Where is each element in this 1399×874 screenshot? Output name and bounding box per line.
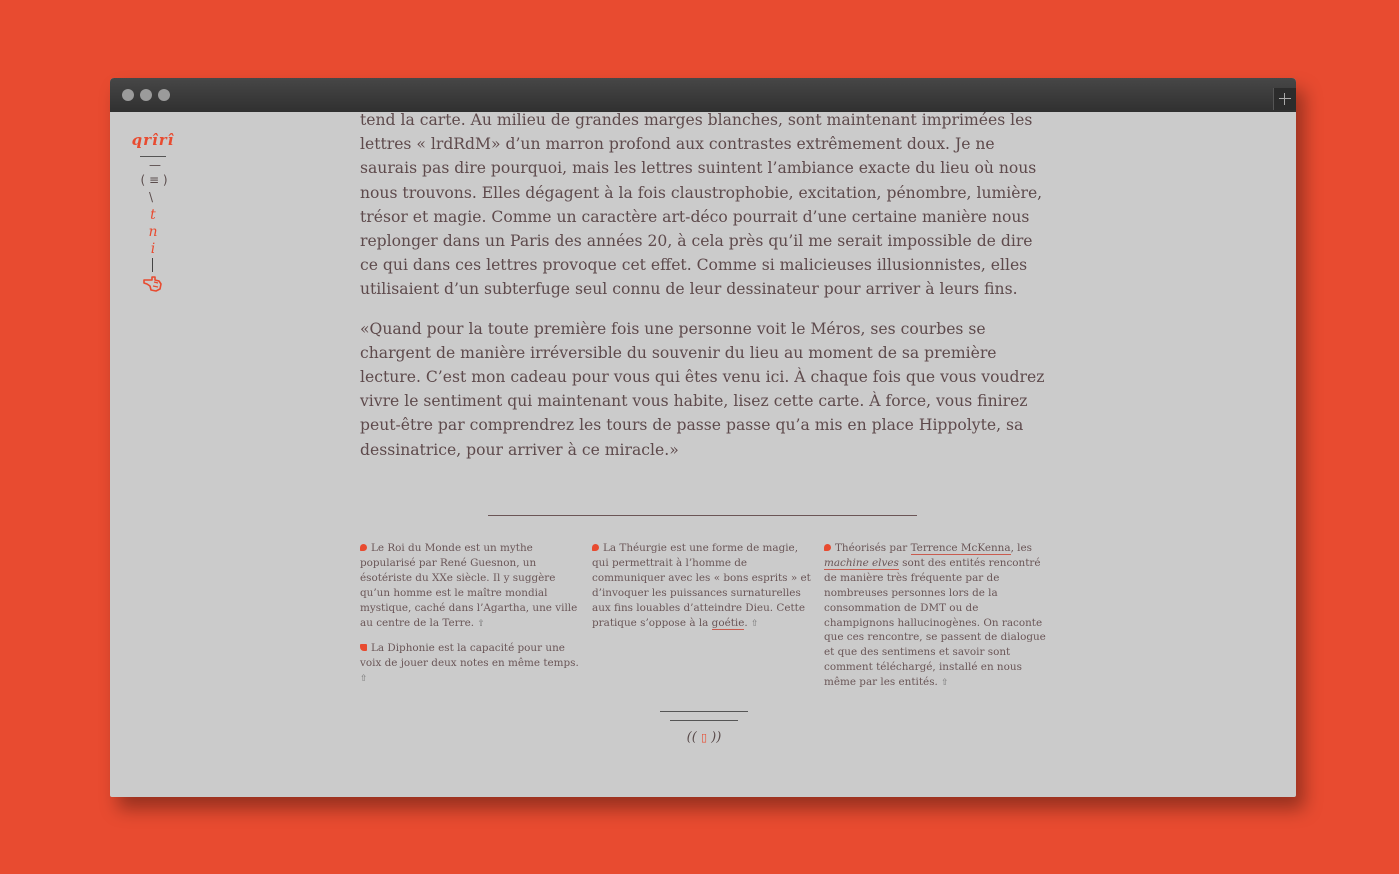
current-page-icon: ▯	[700, 731, 708, 744]
section-divider	[488, 515, 917, 516]
machine-elves-link[interactable]: machine elves	[824, 556, 899, 569]
footer-rule	[660, 711, 748, 712]
pointing-hand-icon[interactable]	[142, 274, 164, 294]
back-to-text-icon[interactable]: ⇧	[751, 618, 759, 629]
footnote-column-1	[360, 541, 582, 697]
article-body	[360, 108, 1050, 462]
back-to-text-icon[interactable]: ⇧	[477, 618, 485, 629]
browser-window	[110, 78, 1296, 797]
nav-item-n[interactable]: n	[148, 224, 158, 240]
zoom-window-button[interactable]	[158, 89, 170, 101]
site-logo[interactable]: qrîrî	[131, 131, 175, 149]
footnote-column-2	[592, 541, 814, 641]
footnote-bullet-icon	[360, 644, 367, 651]
goetie-link[interactable]: goétie	[711, 616, 745, 629]
nav-menu-icon[interactable]: ( ≡ )	[140, 173, 168, 187]
footnote-bullet-icon	[592, 544, 599, 551]
back-to-text-icon[interactable]: ⇧	[360, 674, 368, 685]
nav-position-bar	[152, 258, 153, 272]
minimize-window-button[interactable]	[140, 89, 152, 101]
nav-slash-icon: \	[149, 190, 154, 204]
article-paragraph: tend la carte. Au milieu de grandes marges blanches, sont maintenant imprimées les lettres « lrdRdM» d’un marron profond aux contrastes extrêmement doux. Je ne saurais pas dire pourquoi, mais les lettres suintent l’ambiance exacte du lieu où nous nous trouvons. Elles dégagent à la fois claustrophobie, excitation, pénombre, lumière, trésor et magie. Comme un caractère art-déco pourrait d’une certaine manière nous replonger dans un Paris des années 20, à cela près qu’il me serait impossible de dire ce qui dans ces lettres provoque cet effet. Comme si malicieuses illusionnistes, elles utilisaient d’un subterfuge seul connu de leur dessinateur pour arriver à leurs fins.	[360, 111, 1043, 299]
footnote-roi-du-monde: Le Roi du Monde est un mythe popularisé par René Guesnon, un ésotériste du XXe siècle. Il y suggère qu’un homme est le maître mondial mystique, caché dans l’Agartha, une ville au centre de la Terre. ⇧	[360, 542, 578, 629]
article-paragraph: «Quand pour la toute première fois une personne voit le Méros, ses courbes se chargent de manière irréversible du souvenir du lieu au moment de sa première lecture. C’est mon cadeau pour vous qui êtes venu ici. À chaque fois que vous voudrez vivre le sentiment qui maintenant vous habite, lisez cette carte. À force, vous finirez peut-être par comprendrez les tours de passe passe qu’a mis en place Hippolyte, sa dessinatrice, pour arriver à ce miracle.»	[360, 319, 1045, 459]
footnote-machine-elves: Théorisés par Terrence McKenna, les machine elves sont des entités rencontré de manière très fréquente par de nombreuses personnes lors de la consommation de DMT ou de champignons hallucinogènes. On raconte que ces rencontre, se passent de dialogue et que des sentimens et savoir sont comment téléchargé, installé en nous même par les entités. ⇧	[824, 542, 1046, 689]
next-page-button[interactable]: ))	[711, 730, 722, 745]
new-tab-button[interactable]	[1273, 88, 1296, 110]
page-navigation	[678, 730, 730, 745]
close-window-button[interactable]	[122, 89, 134, 101]
footnote-theurgie: La Théurgie est une forme de magie, qui permettrait à l’homme de communiquer avec les « bons esprits » et d’invoquer les puissances surnaturelles aux fins louables d’atteindre Dieu. Cette pratique s’oppose à la goétie. ⇧	[592, 542, 811, 629]
nav-item-t[interactable]: t	[150, 207, 156, 223]
footnote-bullet-icon	[824, 544, 831, 551]
terrence-mckenna-link[interactable]: Terrence McKenna	[910, 542, 1011, 554]
nav-dash-icon: —	[149, 158, 161, 172]
title-bar	[110, 78, 1296, 112]
footnote-diphonie: La Diphonie est la capacité pour une voix de jouer deux notes en même temps. ⇧	[360, 642, 579, 685]
footnote-column-3	[824, 541, 1050, 701]
footer-rule	[670, 720, 738, 721]
footnote-bullet-icon	[360, 544, 367, 551]
back-to-text-icon[interactable]: ⇧	[941, 678, 949, 689]
nav-divider	[140, 156, 166, 157]
previous-page-button[interactable]: ((	[686, 730, 697, 745]
nav-item-i[interactable]: i	[150, 241, 156, 257]
